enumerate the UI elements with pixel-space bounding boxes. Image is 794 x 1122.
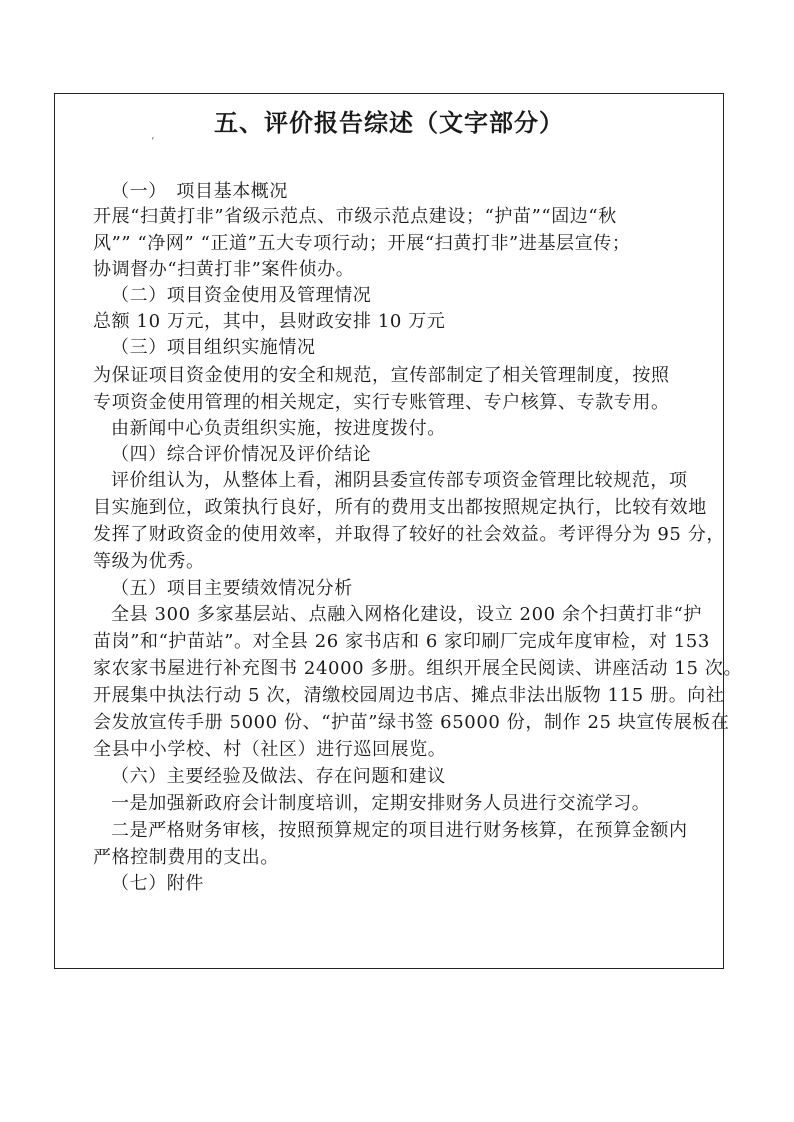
paragraph-line: 协调督办“扫黄打非”案件侦办。	[93, 259, 355, 280]
report-frame	[54, 93, 743, 969]
section-heading-5: （五）项目主要绩效情况分析	[111, 578, 353, 599]
paragraph-line: 开展“扫黄打非”省级示范点、市级示范点建设；“护苗”“固边“秋	[93, 206, 617, 227]
paragraph-line: 由新闻中心负责组织实施，按进度拨付。	[111, 418, 446, 439]
section-heading-7: （七）附件	[111, 873, 204, 894]
paragraph-line: 开展集中执法行动 5 次，清缴校园周边书店、摊点非法出版物 115 册。向社	[93, 685, 725, 706]
paragraph-line: 严格控制费用的支出。	[93, 847, 279, 868]
paragraph-line: 一是加强新政府会计制度培训，定期安排财务人员进行交流学习。	[111, 793, 651, 814]
paragraph-line: 二是严格财务审核，按照预算规定的项目进行财务核算，在预算金额内	[111, 820, 688, 841]
section-heading-3: （三）项目组织实施情况	[111, 337, 316, 358]
paragraph-line: 为保证项目资金使用的安全和规范，宣传部制定了相关管理制度，按照	[93, 365, 670, 386]
paragraph-line: 全县中小学校、村（社区）进行巡回展览。	[93, 739, 447, 760]
paragraph-line: 等级为优秀。	[93, 551, 205, 572]
section-heading-1: （一） 项目基本概况	[111, 181, 288, 202]
paragraph-line: 总额 10 万元，其中，县财政安排 10 万元	[93, 311, 446, 332]
paragraph-line: 专项资金使用管理的相关规定，实行专账管理、专户核算、专款专用。	[93, 392, 670, 413]
page-title: 五、评价报告综述（文字部分）	[214, 108, 564, 137]
paragraph-line: 会发放宣传手册 5000 份、“护苗”绿书签 65000 份，制作 25 块宣传展板在	[93, 712, 730, 733]
paragraph-line: 目实施到位，政策执行良好，所有的费用支出都按照规定执行，比较有效地	[93, 497, 707, 518]
stray-mark: ˊ	[148, 135, 159, 150]
paragraph-line: 全县 300 多家基层站、点融入网格化建设，设立 200 余个扫黄打非“护	[111, 604, 702, 625]
paragraph-line: 风”” “净网” “正道”五大专项行动；开展“扫黄打非”进基层宣传；	[93, 233, 631, 254]
paragraph-line: 苗岗”和“护苗站”。对全县 26 家书店和 6 家印刷厂完成年度审检，对 153	[93, 631, 710, 652]
section-heading-6: （六）主要经验及做法、存在问题和建议	[111, 766, 446, 787]
paragraph-line: 发挥了财政资金的使用效率，并取得了较好的社会效益。考评得分为 95 分，	[93, 524, 725, 545]
section-heading-2: （二）项目资金使用及管理情况	[111, 285, 372, 306]
paragraph-line: 评价组认为，从整体上看，湘阴县委宣传部专项资金管理比较规范，项	[111, 470, 688, 491]
section-heading-4: （四）综合评价情况及评价结论	[111, 444, 372, 465]
paragraph-line: 家农家书屋进行补充图书 24000 多册。组织开展全民阅读、讲座活动 15 次。	[93, 658, 743, 679]
